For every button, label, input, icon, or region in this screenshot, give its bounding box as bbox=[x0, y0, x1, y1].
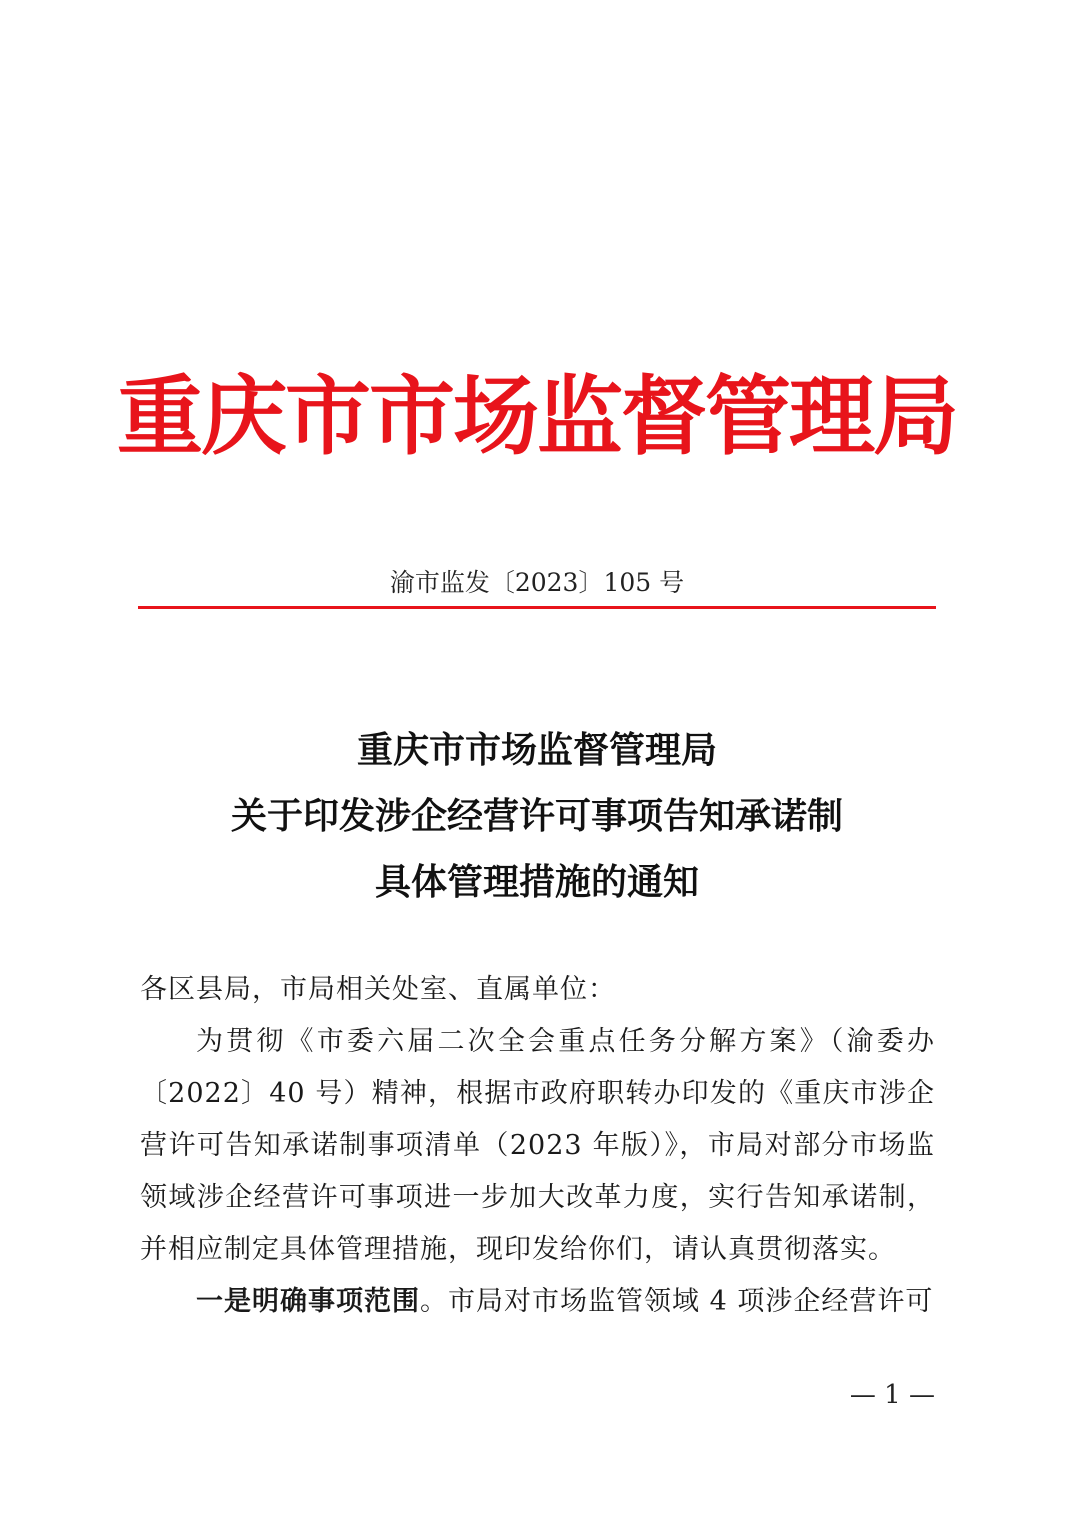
document-title-line-1: 重庆市市场监督管理局 bbox=[356, 729, 717, 771]
red-separator-line bbox=[138, 606, 936, 609]
paragraph-2-heading: 一是明确事项范围 bbox=[196, 1286, 420, 1317]
paragraph-2-line-1 bbox=[196, 1282, 935, 1322]
document-title-line-2: 关于印发涉企经营许可事项告知承诺制 bbox=[230, 795, 843, 837]
paragraph-2-text: 。市局对市场监管领域 4 项涉企经营许可 bbox=[420, 1286, 934, 1317]
paragraph-1-line-1: 为贯彻《市委六届二次全会重点任务分解方案》（渝委办 bbox=[196, 1026, 935, 1057]
document-number: 渝市监发〔2023〕105 号 bbox=[389, 568, 685, 597]
paragraph-1-line-3: 营许可告知承诺制事项清单（2023 年版）》，市局对部分市场监 bbox=[140, 1130, 935, 1161]
issuing-organization-header: 重庆市市场监督管理局 bbox=[117, 366, 957, 467]
paragraph-1-line-5: 并相应制定具体管理措施，现印发给你们，请认真贯彻落实。 bbox=[140, 1234, 896, 1265]
page-number: — 1 — bbox=[849, 1380, 935, 1410]
document-title-line-3: 具体管理措施的通知 bbox=[374, 861, 699, 903]
paragraph-1-line-2: 〔2022〕40 号）精神，根据市政府职转办印发的《重庆市涉企 bbox=[140, 1078, 935, 1109]
salutation: 各区县局，市局相关处室、直属单位： bbox=[140, 974, 616, 1005]
paragraph-1-line-4: 领域涉企经营许可事项进一步加大改革力度，实行告知承诺制， bbox=[140, 1182, 935, 1213]
